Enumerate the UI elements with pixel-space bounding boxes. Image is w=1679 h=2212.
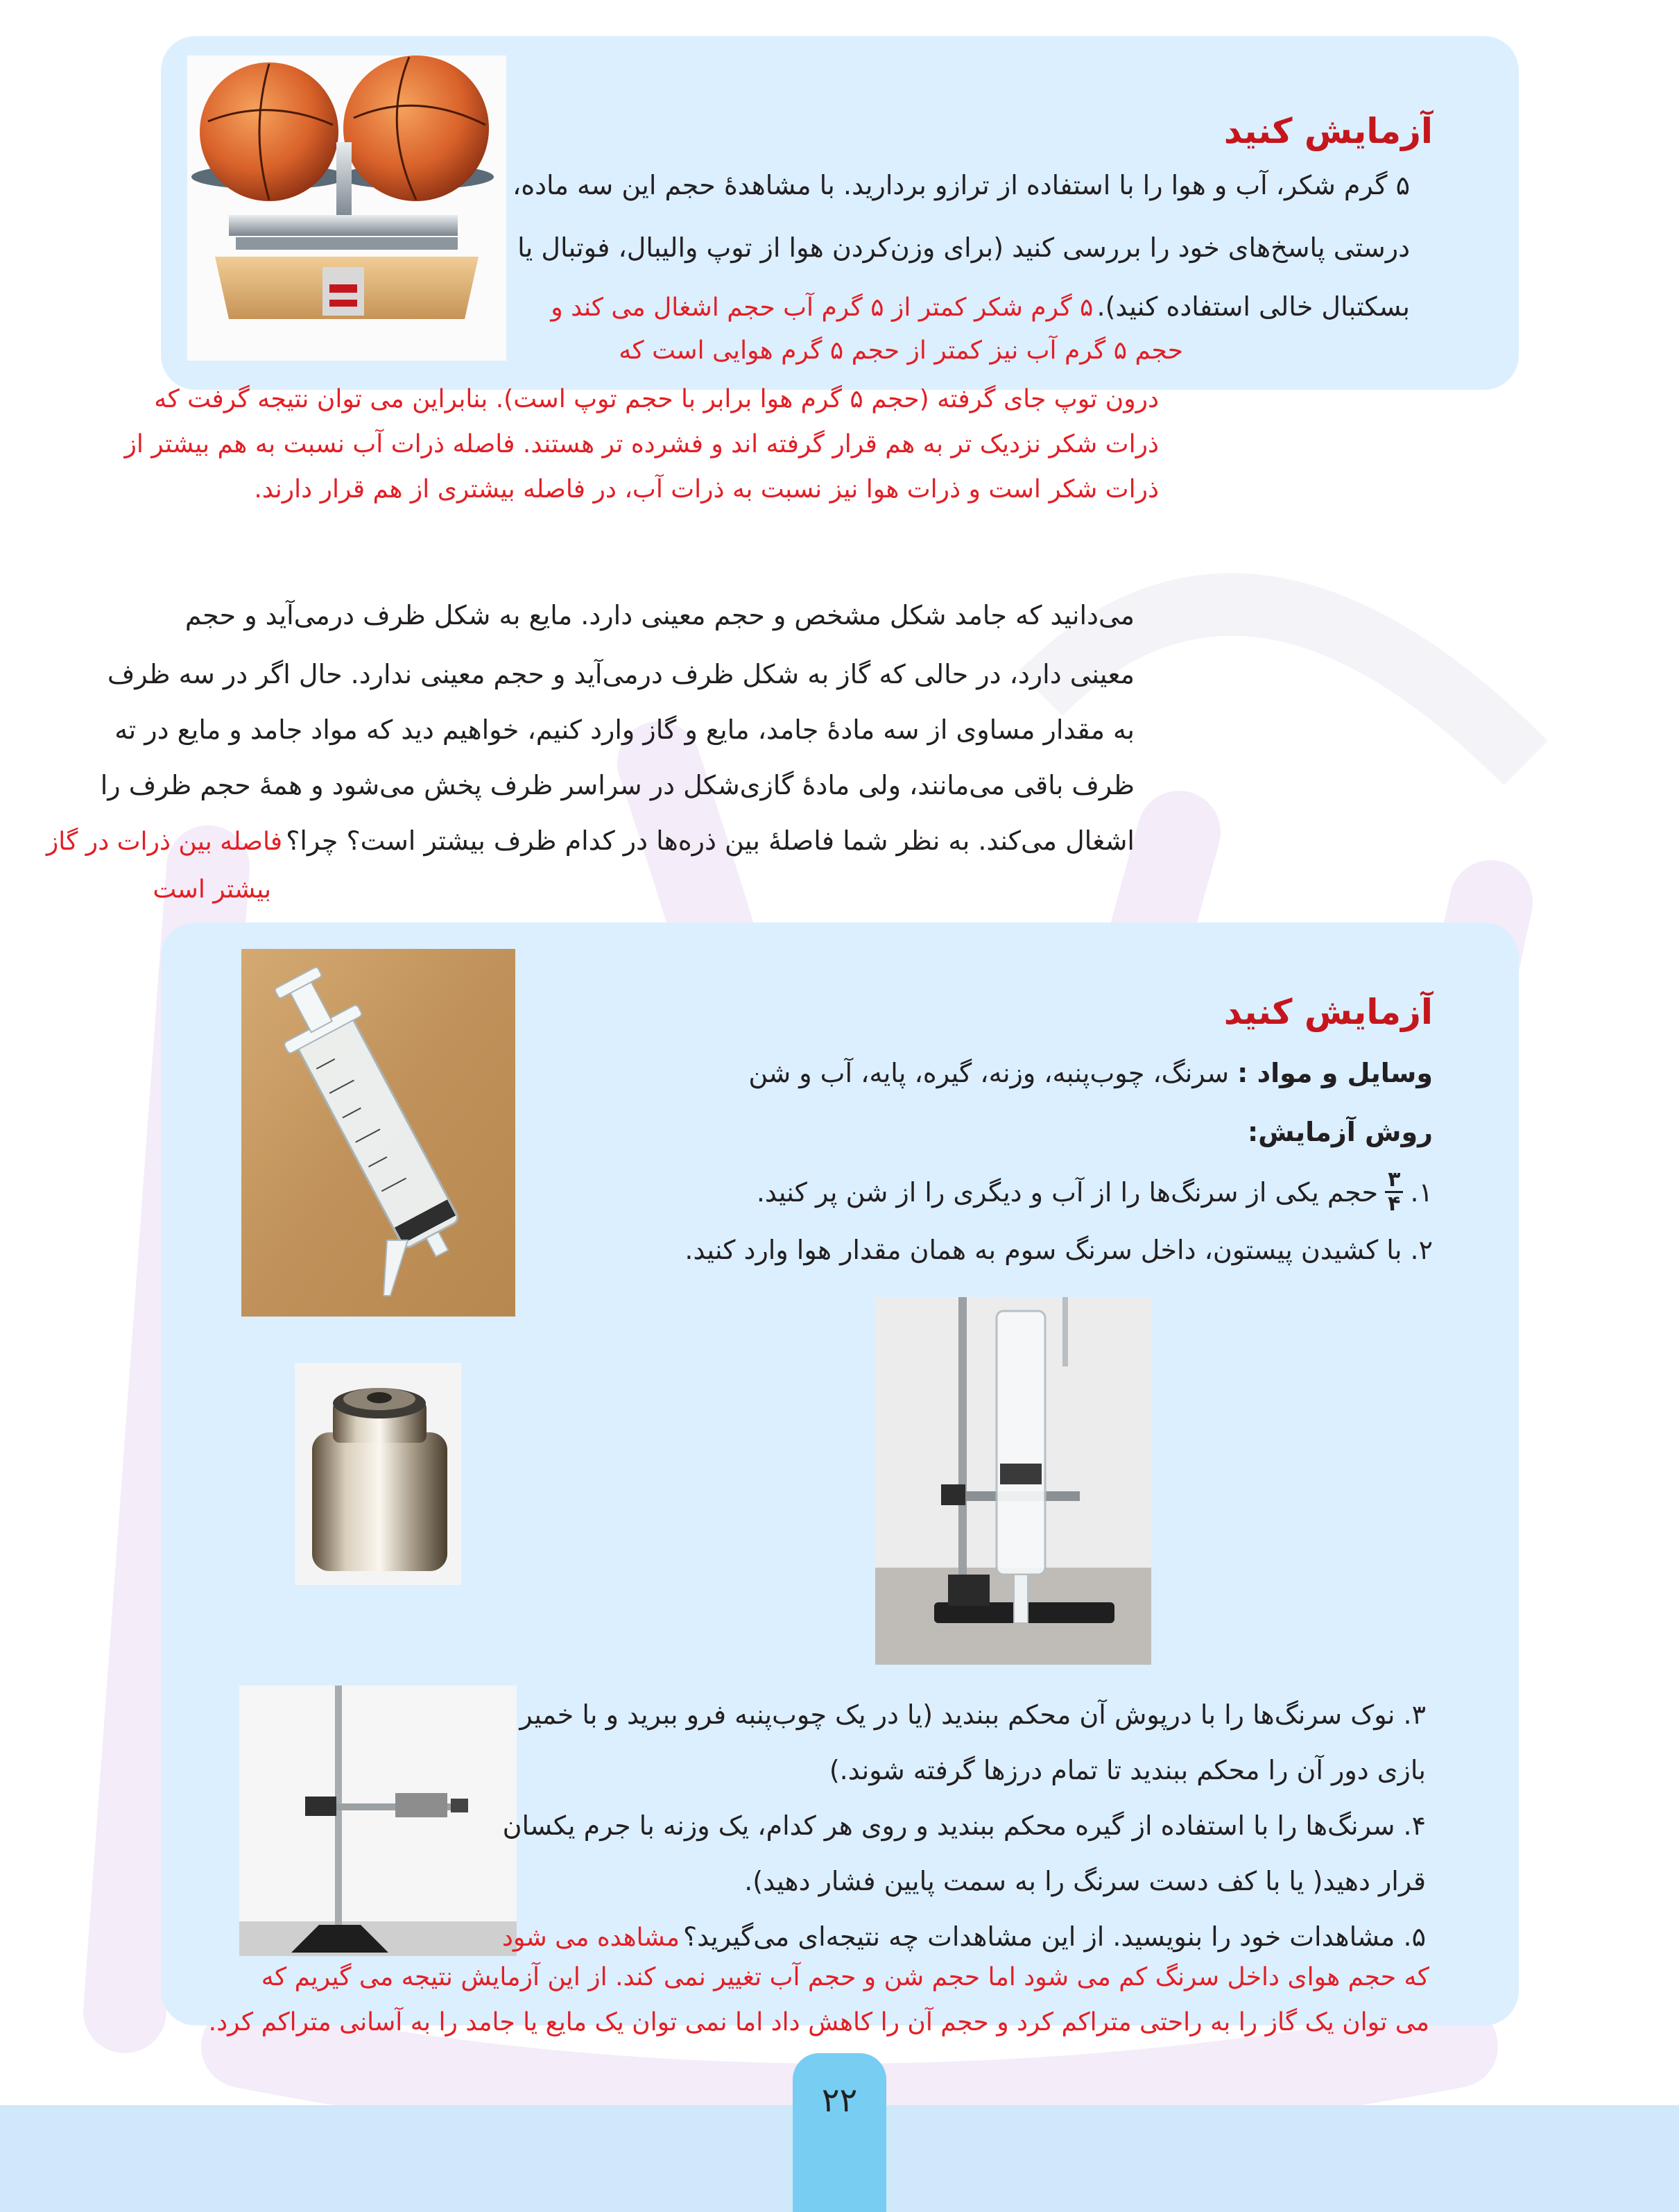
intro-line-5 (46, 825, 1135, 856)
activity2-answer-1: که حجم هوای داخل سرنگ کم می شود اما حجم شن و حجم آب تغییر نمی کند. از این آزمایش نتیجه می گیریم که (261, 1963, 1429, 1991)
step4-line-b: قرار دهید( یا با کف دست سرنگ را به سمت پایین فشار دهید). (744, 1866, 1426, 1896)
fraction-numerator: ۳ (1385, 1169, 1403, 1193)
activity2-answer-inline: مشاهده می شود (501, 1923, 680, 1952)
step1-number: ۱. (1410, 1176, 1433, 1208)
intro-line-2: معینی دارد، در حالی که گاز به شکل ظرف درمی‌آید و حجم معینی ندارد. حال اگر در سه ظرف (107, 659, 1135, 689)
activity1-answer-1: حجم ۵ گرم آب نیز کمتر از حجم ۵ گرم هوایی است که (619, 336, 1183, 365)
step2-line: ۲. با کشیدن پیستون، داخل سرنگ سوم به همان مقدار هوا وارد کنید. (684, 1235, 1433, 1265)
materials-label: وسایل و مواد : (1237, 1058, 1433, 1088)
intro-answer-inline: فاصله بین ذرات در گاز (46, 828, 283, 856)
step5-line (502, 1921, 1426, 1952)
activity1-line-3 (551, 291, 1410, 322)
intro-line-4: ظرف باقی می‌مانند، ولی مادۀ گازی‌شکل در سراسر ظرف پخش می‌شود و همۀ حجم ظرف را (100, 770, 1135, 800)
activity2-answer-2: می توان یک گاز را به راحتی متراکم کرد و حجم آن را کاهش داد اما نمی توان یک مایع یا جامد را به آسانی متراکم کرد. (208, 2008, 1429, 2037)
activity1-answer-3: ذرات شکر نزدیک تر به هم قرار گرفته اند و فشرده تر هستند. فاصله ذرات آب نسبت به هم بیشتر از (124, 430, 1159, 458)
balance-scale-photo (187, 55, 506, 361)
metal-weight-photo (295, 1363, 461, 1585)
activity1-line-2: درستی پاسخ‌های خود را بررسی کنید (برای وزن‌کردن هوا از توپ والیبال، فوتبال یا (517, 232, 1410, 263)
clamp-stand-photo (239, 1686, 517, 1956)
activity1-title: آزمایش کنید (1223, 111, 1433, 151)
intro-line-5-text: اشغال می‌کند. به نظر شما فاصلۀ بین ذره‌ها در کدام ظرف بیشتر است؟ چرا؟ (286, 825, 1135, 856)
step1-line (757, 1169, 1433, 1215)
step1-text: حجم یکی از سرنگ‌ها را از آب و دیگری را از شن پر کنید. (756, 1176, 1379, 1208)
syringe-photo (241, 949, 515, 1317)
intro-line-3: به مقدار مساوی از سه مادۀ جامد، مایع و گاز وارد کنیم، خواهیم دید که مواد جامد و مایع در ته (114, 714, 1135, 745)
activity1-answer-4: ذرات شکر است و ذرات هوا نیز نسبت به ذرات آب، در فاصله بیشتری از هم قرار دارند. (254, 475, 1159, 504)
step3-line-b: بازی دور آن را محکم ببندید تا تمام درزها گرفته شوند.) (829, 1755, 1426, 1785)
activity1-line-3-text: بسکتبال خالی استفاده کنید). (1096, 291, 1410, 322)
page-number-tab (793, 2053, 886, 2212)
materials-line (748, 1058, 1433, 1088)
intro-answer-wrap: بیشتر است (153, 875, 271, 904)
page-number: ۲۲ (821, 2081, 858, 2120)
activity1-answer-2: درون توپ جای گرفته (حجم ۵ گرم هوا برابر با حجم توپ است). بنابراین می توان نتیجه گرفت که (154, 385, 1159, 413)
step3-line-a: ۳. نوک سرنگ‌ها را با درپوش آن محکم ببندید (یا در یک چوب‌پنبه فرو ببرید و با خمیر (519, 1699, 1426, 1730)
activity1-answer-inline: ۵ گرم شکر کمتر از ۵ گرم آب حجم اشغال می کند و (551, 293, 1094, 322)
method-label: روش آزمایش: (1247, 1117, 1433, 1147)
syringe-stand-photo (875, 1297, 1151, 1665)
intro-line-1: می‌دانید که جامد شکل مشخص و حجم معینی دارد. مایع به شکل ظرف درمی‌آید و حجم (184, 600, 1135, 631)
materials-text: سرنگ، چوب‌پنبه، وزنه، گیره، پایه، آب و شن (748, 1058, 1230, 1088)
step5-text: ۵. مشاهدات خود را بنویسید. از این مشاهدات چه نتیجه‌ای می‌گیرید؟ (683, 1921, 1426, 1952)
activity2-title: آزمایش کنید (1223, 992, 1433, 1032)
step4-line-a: ۴. سرنگ‌ها را با استفاده از گیره محکم ببندید و روی هر کدام، یک وزنه با جرم یکسان (502, 1810, 1426, 1841)
fraction-denominator: ۴ (1388, 1192, 1401, 1216)
fraction (1385, 1169, 1403, 1215)
activity1-line-1: ۵ گرم شکر، آب و هوا را با استفاده از ترازو بردارید. با مشاهدۀ حجم این سه ماده، (512, 170, 1410, 200)
